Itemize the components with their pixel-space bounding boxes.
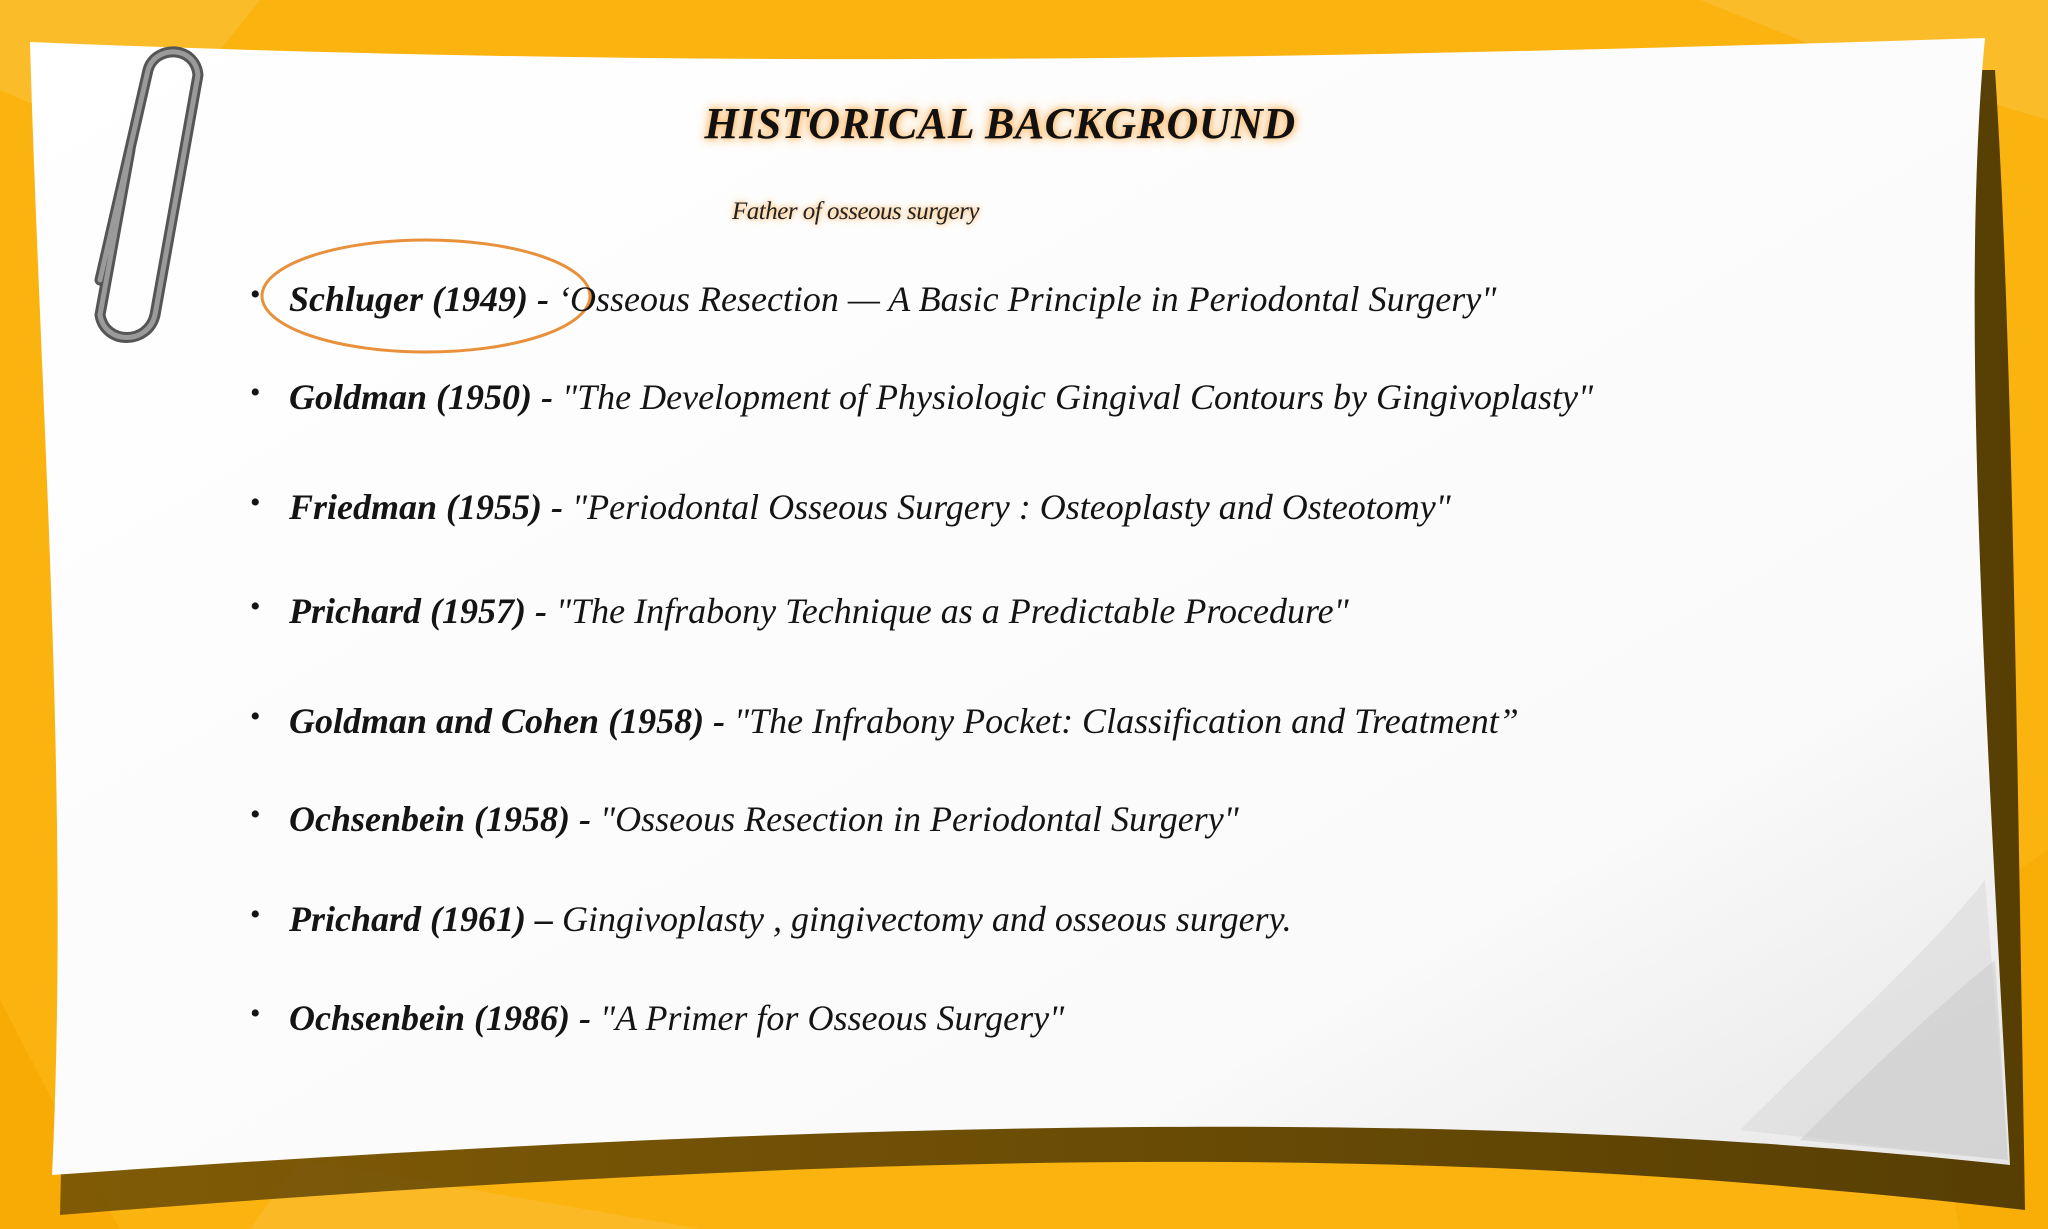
bullet-icon: • <box>250 376 261 409</box>
bullet-work: "The Infrabony Pocket: Classification and Treatment” <box>734 701 1519 741</box>
bullet-author: Goldman (1950) - <box>289 377 562 417</box>
bullet-icon: • <box>250 278 261 311</box>
bullet-work: "The Infrabony Technique as a Predictable Procedure" <box>555 591 1349 631</box>
bullet-work: "A Primer for Osseous Surgery" <box>599 998 1065 1038</box>
bullet-icon: • <box>250 590 261 623</box>
bullet-author: Prichard (1961) – <box>289 899 562 939</box>
bullet-icon: • <box>250 486 261 519</box>
bullet-work: "Periodontal Osseous Surgery : Osteoplasty and Osteotomy" <box>572 487 1451 527</box>
annotation-father-of-osseous-surgery: Father of osseous surgery <box>732 198 979 225</box>
bullet-author: Ochsenbein (1958) - <box>289 799 600 839</box>
bullet-work: "The Development of Physiologic Gingival Contours by Gingivoplasty" <box>562 377 1594 417</box>
bullet-icon: • <box>250 997 261 1030</box>
slide-title: HISTORICAL BACKGROUND <box>704 99 1296 148</box>
bullet-author: Prichard (1957) - <box>289 591 556 631</box>
bullet-author: Schluger (1949) - <box>289 279 558 319</box>
bullet-author: Friedman (1955) - <box>289 487 572 527</box>
bullet-work: "Osseous Resection in Periodontal Surgery" <box>599 799 1239 839</box>
bullet-icon: • <box>250 700 261 733</box>
bullet-author: Ochsenbein (1986) - <box>289 998 600 1038</box>
bullet-icon: • <box>250 798 261 831</box>
bullet-author: Goldman and Cohen (1958) - <box>289 701 735 741</box>
bullet-icon: • <box>250 898 261 931</box>
paperclip-icon <box>60 30 210 360</box>
bullet-work: ‘Osseous Resection — A Basic Principle in Periodontal Surgery" <box>558 279 1497 319</box>
bullet-work: Gingivoplasty , gingivectomy and osseous surgery. <box>562 899 1292 939</box>
